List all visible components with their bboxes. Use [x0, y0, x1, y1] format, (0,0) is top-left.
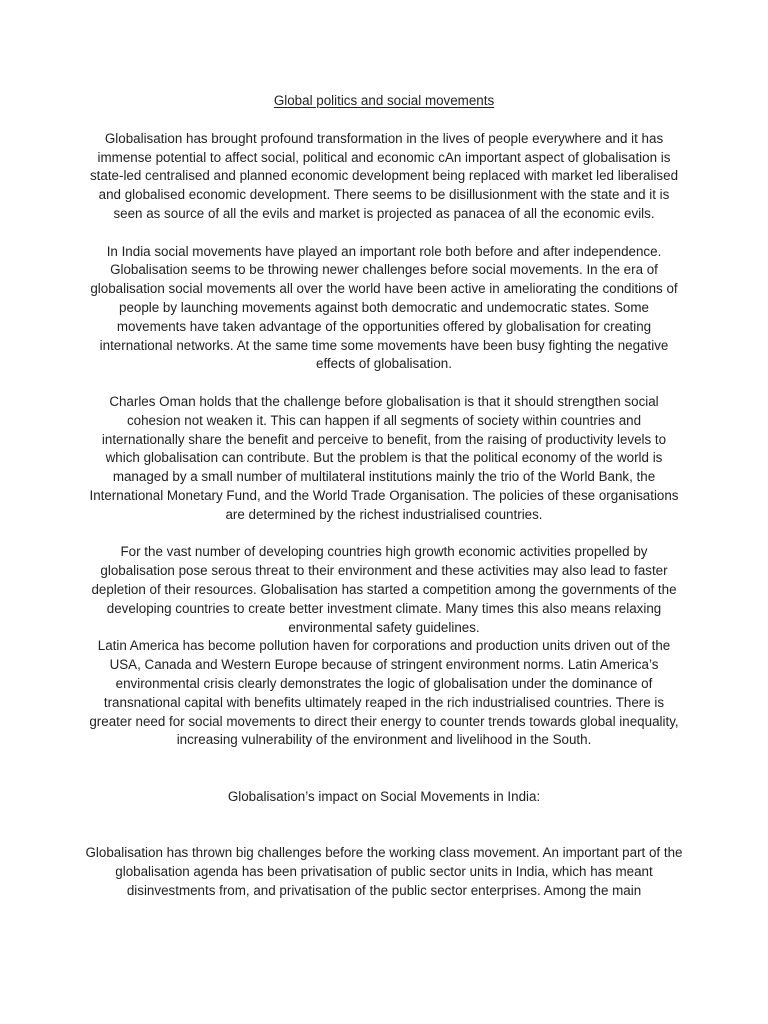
- section-gap: [84, 806, 684, 844]
- paragraph-latin-america: Latin America has become pollution haven for corporations and production units driven out of the USA, Canada and Western Europe because of stringent environment norms. Latin America’s environmental crisis clearly demonstrates the logic of globalisation under the dominance of transnational capital with benefits ultimately reaped in the rich industrialised countries. There is greater need for social movements to direct their energy to counter trends towards global inequality, increasing vulnerability of the environment and livelihood in the South.: [89, 638, 679, 748]
- section-subheading: Globalisation’s impact on Social Movements in India:: [227, 788, 541, 804]
- paragraph-charles-oman: Charles Oman holds that the challenge before globalisation is that it should strengthen social cohesion not weaken it. This can happen if all segments of society within countries and internationally share the benefit and perceive to benefit, from the raising of productivity levels to which globalisation can contribute. But the problem is that the political economy of the world is managed by a small number of multilateral institutions mainly the trio of the World Bank, the International Monetary Fund, and the World Trade Organisation. The policies of these organisations are determined by the richest industrialised countries.: [89, 393, 679, 522]
- paragraph-globalisation-transformation: Globalisation has brought profound transformation in the lives of people everywhere and it has immense potential to affect social, political and economic cAn important aspect of globalisation is state-led centralised and planned economic development being replaced with market led liberalised and globalised economic development. There seems to be disillusionment with the state and it is seen as source of all the evils and market is projected as panacea of all the economic evils.: [89, 130, 679, 221]
- paragraph-developing-countries: For the vast number of developing countries high growth economic activities propelled by globalisation pose serous threat to their environment and these activities may also lead to faster depletion of their resources. Globalisation has started a competition among the governments of the developing countries to create better investment climate. Many times this also means relaxing environmental safety guidelines.: [91, 544, 677, 635]
- paragraph-gap: [84, 374, 684, 393]
- document-title: [84, 92, 684, 111]
- document-body: [84, 92, 684, 900]
- paragraph-working-class-movement: Globalisation has thrown big challenges before the working class movement. An important part of the globalisation agenda has been privatisation of public sector units in India, which has meant disinvestments from, and privatisation of the public sector enterprises. Among the main: [85, 845, 683, 898]
- paragraph-gap: [84, 525, 684, 544]
- paragraph-india-social-movements: In India social movements have played an important role both before and after independence. Globalisation seems to be throwing newer challenges before social movements. In the era of globalisation social movements all over the world have been active in ameliorating the conditions of people by launching movements against both democratic and undemocratic states. Some movements have taken advantage of the opportunities offered by globalisation for creating international networks. At the same time some movements have been busy fighting the negative effects of globalisation.: [90, 243, 678, 372]
- document-title-text: Global politics and social movements: [273, 93, 495, 108]
- section-gap: [84, 750, 684, 788]
- paragraph-gap: [84, 224, 684, 243]
